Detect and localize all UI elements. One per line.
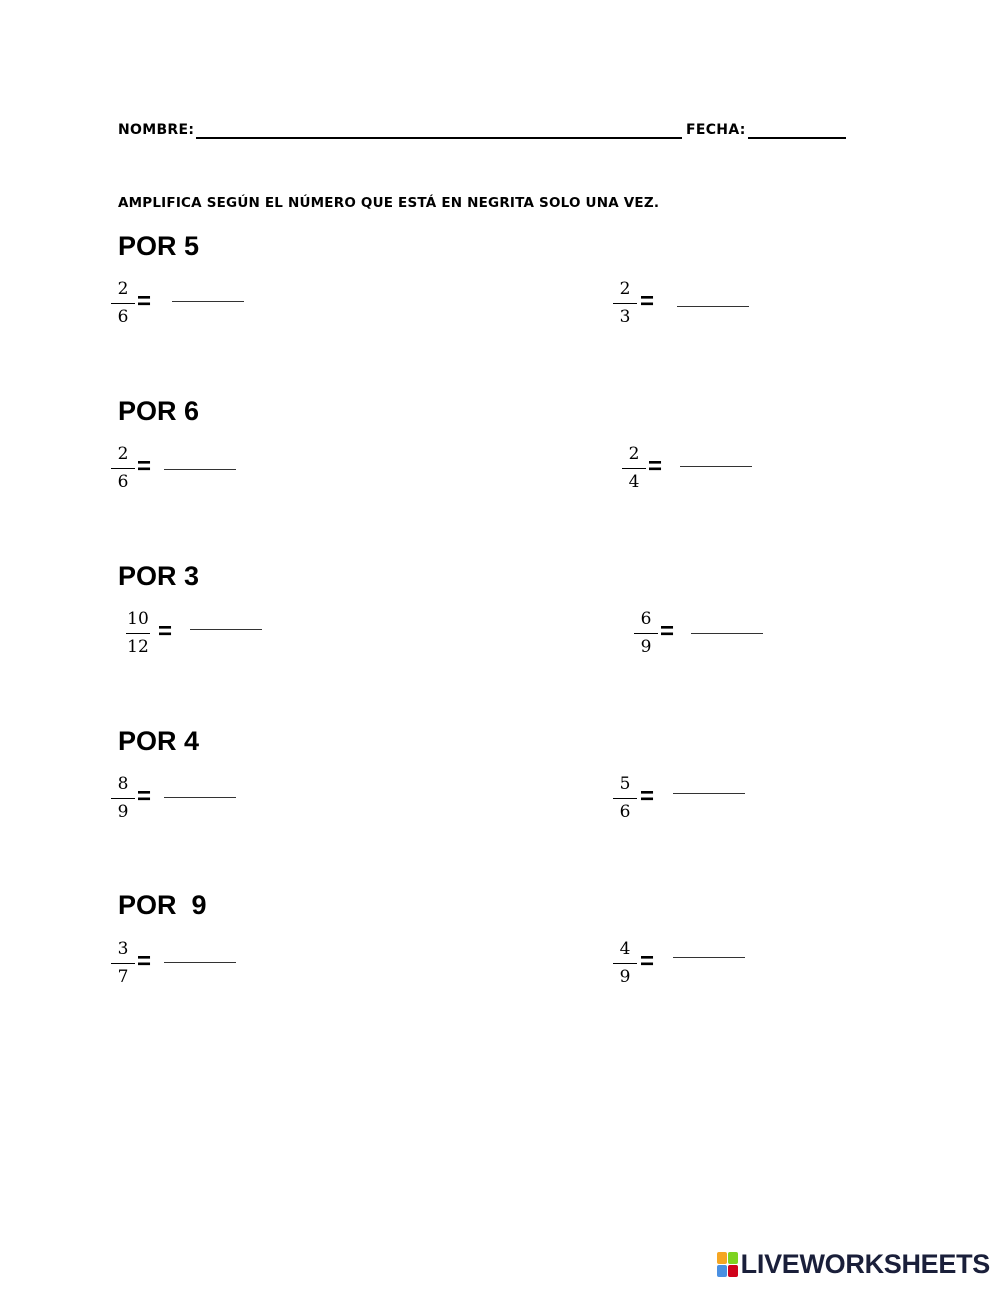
logo-block xyxy=(728,1265,738,1277)
equals-sign: = xyxy=(640,288,655,315)
section-title: POR 4 xyxy=(118,726,200,756)
denominator: 6 xyxy=(117,307,129,327)
answer-field[interactable] xyxy=(164,797,236,798)
fraction-bar xyxy=(613,303,637,304)
logo-block xyxy=(717,1252,727,1264)
name-label: NOMBRE: xyxy=(118,122,195,138)
equals-sign: = xyxy=(137,453,152,480)
fraction-bar xyxy=(111,798,135,799)
answer-field[interactable] xyxy=(691,633,763,634)
denominator: 12 xyxy=(127,637,149,657)
date-label: FECHA: xyxy=(686,122,746,138)
equals-sign: = xyxy=(158,618,173,645)
liveworksheets-brand xyxy=(717,1250,990,1278)
answer-field[interactable] xyxy=(164,962,236,963)
fraction xyxy=(618,446,650,493)
numerator: 4 xyxy=(619,939,631,959)
denominator: 9 xyxy=(619,967,631,987)
numerator: 5 xyxy=(619,774,631,794)
numerator: 2 xyxy=(619,279,631,299)
fraction xyxy=(609,281,641,328)
fraction xyxy=(107,281,139,328)
answer-field[interactable] xyxy=(164,469,236,470)
fraction-bar xyxy=(622,468,646,469)
section-title: POR 9 xyxy=(118,890,207,920)
answer-field[interactable] xyxy=(172,301,244,302)
equals-sign: = xyxy=(137,783,152,810)
denominator: 9 xyxy=(117,802,129,822)
fraction-bar xyxy=(111,963,135,964)
numerator: 2 xyxy=(628,444,640,464)
section-title: POR 5 xyxy=(118,231,200,261)
numerator: 8 xyxy=(117,774,129,794)
equals-sign: = xyxy=(137,948,152,975)
fraction xyxy=(122,611,154,658)
answer-field[interactable] xyxy=(190,629,262,630)
brand-text: LIVEWORKSHEETS xyxy=(740,1248,990,1279)
header-line xyxy=(118,118,858,142)
numerator: 2 xyxy=(117,444,129,464)
equals-sign: = xyxy=(640,783,655,810)
section-title: POR 6 xyxy=(118,396,200,426)
denominator: 4 xyxy=(628,472,640,492)
numerator: 10 xyxy=(127,609,149,629)
equals-sign: = xyxy=(660,618,675,645)
equals-sign: = xyxy=(640,948,655,975)
fraction xyxy=(609,776,641,823)
section-title: POR 3 xyxy=(118,561,200,591)
answer-field[interactable] xyxy=(677,306,749,307)
answer-field[interactable] xyxy=(673,793,745,794)
fraction xyxy=(107,446,139,493)
fraction-bar xyxy=(613,963,637,964)
numerator: 2 xyxy=(117,279,129,299)
fraction-bar xyxy=(126,633,150,634)
numerator: 3 xyxy=(117,939,129,959)
fraction xyxy=(609,941,641,988)
answer-field[interactable] xyxy=(673,957,745,958)
date-field[interactable] xyxy=(748,137,846,139)
denominator: 6 xyxy=(619,802,631,822)
fraction-bar xyxy=(634,633,658,634)
fraction-bar xyxy=(111,303,135,304)
fraction-bar xyxy=(613,798,637,799)
denominator: 9 xyxy=(640,637,652,657)
equals-sign: = xyxy=(648,453,663,480)
fraction-bar xyxy=(111,468,135,469)
answer-field[interactable] xyxy=(680,466,752,467)
equals-sign: = xyxy=(137,288,152,315)
denominator: 7 xyxy=(117,967,129,987)
denominator: 6 xyxy=(117,472,129,492)
logo-block xyxy=(728,1252,738,1264)
denominator: 3 xyxy=(619,307,631,327)
liveworksheets-logo-icon xyxy=(717,1252,738,1277)
fraction xyxy=(107,941,139,988)
name-field[interactable] xyxy=(196,137,682,139)
fraction xyxy=(107,776,139,823)
numerator: 6 xyxy=(640,609,652,629)
instructions: AMPLIFICA SEGÚN EL NÚMERO QUE ESTÁ EN NEGRITA SOLO UNA VEZ. xyxy=(118,195,660,211)
fraction xyxy=(630,611,662,658)
logo-block xyxy=(717,1265,727,1277)
